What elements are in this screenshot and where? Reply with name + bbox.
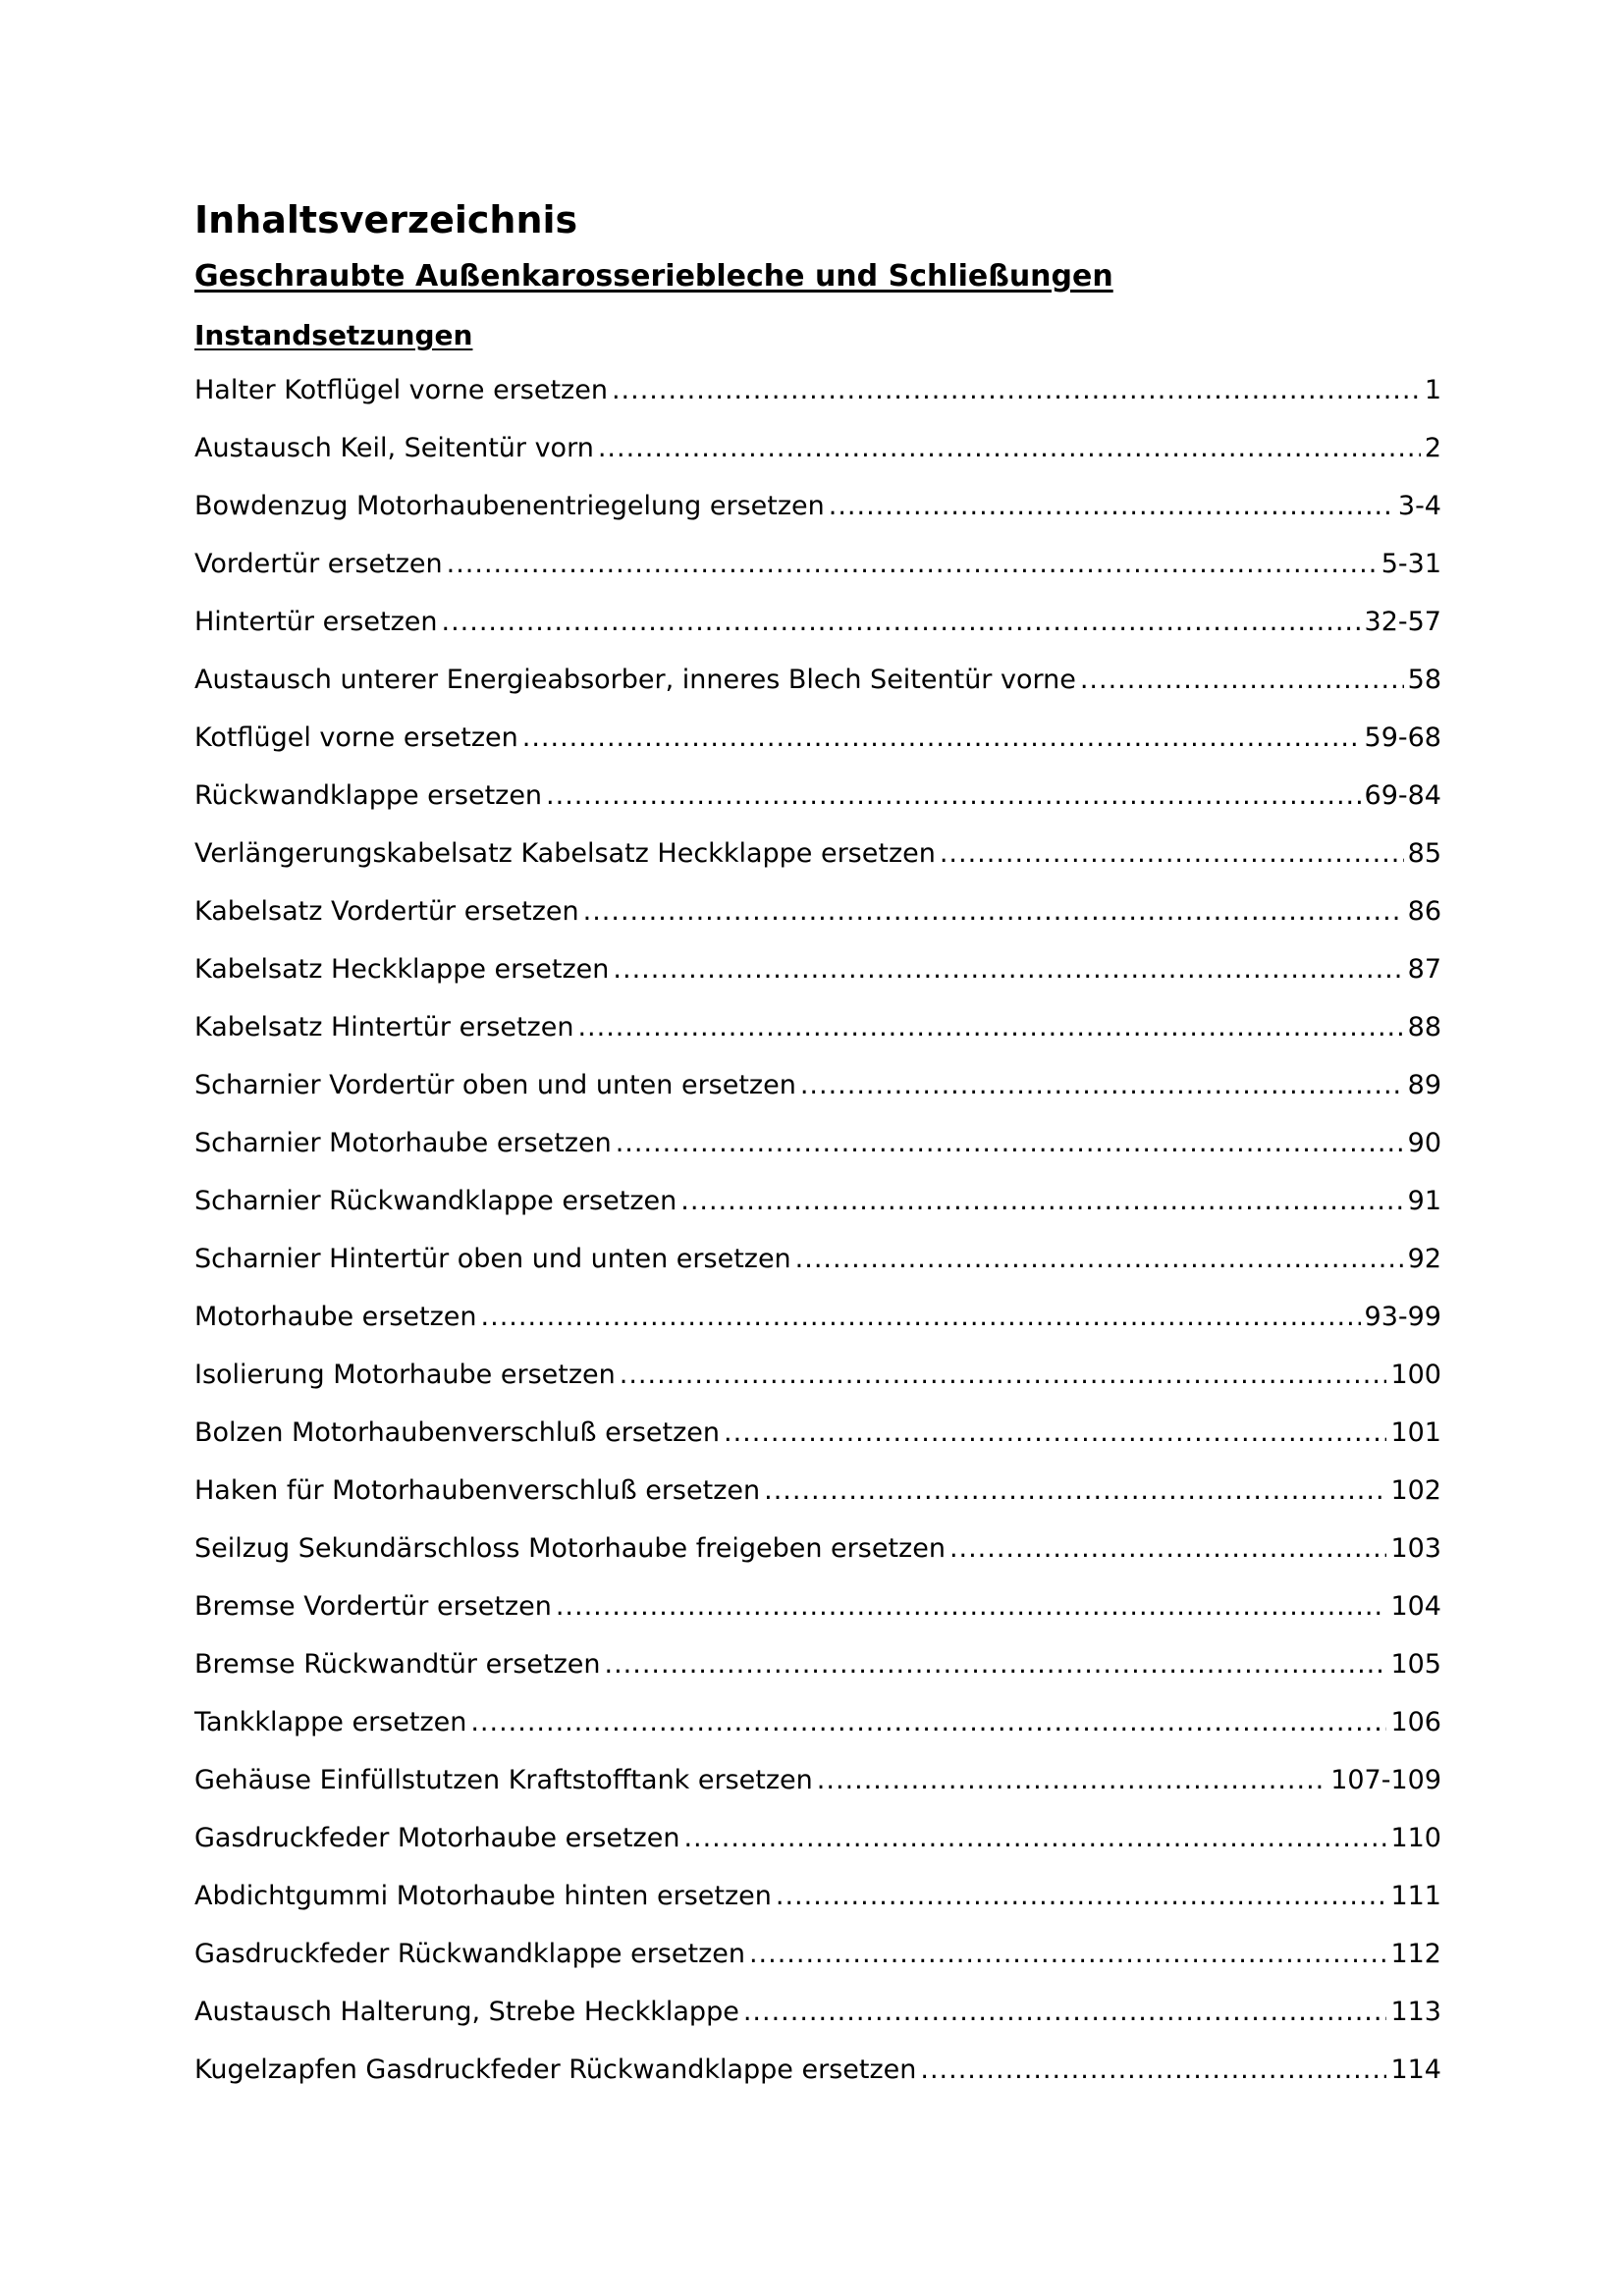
toc-entry-page: 87 (1407, 954, 1441, 985)
toc-entry-page: 111 (1390, 1881, 1441, 1911)
toc-entry-title: Scharnier Hintertür oben und unten ersetzen (194, 1244, 791, 1274)
toc-entry-page: 101 (1390, 1417, 1441, 1448)
toc-entry-page: 93-99 (1364, 1302, 1441, 1332)
toc-page (194, 192, 1441, 2105)
dot-leader (680, 1178, 1403, 1225)
toc-entry[interactable] (194, 1352, 1441, 1410)
toc-entry-page: 32-57 (1364, 607, 1441, 637)
toc-entry-title: Scharnier Rückwandklappe ersetzen (194, 1186, 677, 1216)
dot-leader (920, 2047, 1386, 2094)
toc-entry-title: Scharnier Vordertür oben und unten ersetzen (194, 1070, 796, 1100)
dot-leader (829, 483, 1394, 530)
dot-leader (776, 1873, 1387, 1920)
toc-entry-page: 102 (1390, 1475, 1441, 1506)
dot-leader (616, 1120, 1404, 1167)
toc-entry-title: Kabelsatz Heckklappe ersetzen (194, 954, 610, 985)
dot-leader (764, 1468, 1386, 1515)
toc-entry-title: Kabelsatz Hintertür ersetzen (194, 1012, 574, 1042)
toc-entry-title: Abdichtgummi Motorhaube hinten ersetzen (194, 1881, 772, 1911)
toc-entry-page: 107-109 (1330, 1765, 1441, 1795)
toc-entry[interactable] (194, 541, 1441, 599)
dot-leader (481, 1294, 1361, 1341)
toc-entry-title: Scharnier Motorhaube ersetzen (194, 1128, 612, 1158)
toc-entry-page: 89 (1407, 1070, 1441, 1100)
toc-entry[interactable] (194, 1989, 1441, 2047)
dot-leader (795, 1236, 1404, 1283)
toc-entry-title: Tankklappe ersetzen (194, 1707, 467, 1737)
toc-entry-title: Kabelsatz Vordertür ersetzen (194, 896, 579, 927)
toc-entry-title: Gasdruckfeder Rückwandklappe ersetzen (194, 1939, 745, 1969)
toc-entry-title: Motorhaube ersetzen (194, 1302, 477, 1332)
toc-entry-title: Vordertür ersetzen (194, 549, 443, 579)
toc-entry-title: Bremse Vordertür ersetzen (194, 1591, 552, 1622)
toc-entry[interactable] (194, 1236, 1441, 1294)
toc-entry[interactable] (194, 1583, 1441, 1641)
toc-entry-page: 103 (1390, 1533, 1441, 1564)
toc-entry-title: Halter Kotflügel vorne ersetzen (194, 375, 608, 405)
dot-leader (598, 425, 1421, 472)
toc-entry-page: 88 (1407, 1012, 1441, 1042)
toc-entry-title: Seilzug Sekundärschloss Motorhaube freigeben ersetzen (194, 1533, 946, 1564)
toc-entry[interactable] (194, 773, 1441, 830)
toc-entry[interactable] (194, 1873, 1441, 1931)
toc-entry-page: 90 (1407, 1128, 1441, 1158)
dot-leader (949, 1525, 1387, 1573)
toc-entry-title: Austausch Halterung, Strebe Heckklappe (194, 1997, 739, 2027)
dot-leader (522, 715, 1361, 762)
dot-leader (613, 946, 1403, 993)
dot-leader (577, 1004, 1403, 1051)
toc-entry-title: Gehäuse Einfüllstutzen Kraftstofftank ersetzen (194, 1765, 813, 1795)
dot-leader (583, 888, 1404, 935)
toc-entry-title: Verlängerungskabelsatz Kabelsatz Heckklappe ersetzen (194, 838, 936, 869)
dot-leader (556, 1583, 1387, 1630)
toc-entry[interactable] (194, 1641, 1441, 1699)
toc-entry-page: 86 (1407, 896, 1441, 927)
toc-entry-title: Haken für Motorhaubenverschluß ersetzen (194, 1475, 761, 1506)
toc-entry[interactable] (194, 1931, 1441, 1989)
dot-leader (447, 541, 1378, 588)
dot-leader (546, 773, 1360, 820)
toc-entry-title: Hintertür ersetzen (194, 607, 438, 637)
toc-entry[interactable] (194, 425, 1441, 483)
page-title: Inhaltsverzeichnis (194, 198, 578, 241)
toc-entry[interactable] (194, 657, 1441, 715)
toc-entry-page: 112 (1390, 1939, 1441, 1969)
dot-leader (441, 599, 1360, 646)
toc-entry[interactable] (194, 2047, 1441, 2105)
toc-entry[interactable] (194, 483, 1441, 541)
toc-entry[interactable] (194, 1815, 1441, 1873)
toc-entry[interactable] (194, 1178, 1441, 1236)
toc-entry[interactable] (194, 1468, 1441, 1525)
toc-entry-page: 100 (1390, 1360, 1441, 1390)
dot-leader (604, 1641, 1386, 1688)
dot-leader (800, 1062, 1404, 1109)
toc-entry-title: Bolzen Motorhaubenverschluß ersetzen (194, 1417, 720, 1448)
toc-entry-title: Austausch Keil, Seitentür vorn (194, 433, 594, 463)
toc-entry-page: 91 (1407, 1186, 1441, 1216)
dot-leader (620, 1352, 1387, 1399)
toc-entry-title: Isolierung Motorhaube ersetzen (194, 1360, 616, 1390)
toc-entry-title: Kugelzapfen Gasdruckfeder Rückwandklappe ersetzen (194, 2055, 917, 2085)
toc-list (194, 367, 1441, 2105)
dot-leader (683, 1815, 1386, 1862)
toc-entry-page: 59-68 (1364, 722, 1441, 753)
toc-entry-page: 3-4 (1397, 491, 1441, 521)
toc-entry[interactable] (194, 1062, 1441, 1120)
toc-entry[interactable] (194, 1120, 1441, 1178)
toc-entry[interactable] (194, 1410, 1441, 1468)
toc-entry[interactable] (194, 367, 1441, 425)
toc-entry-page: 114 (1390, 2055, 1441, 2085)
toc-entry-page: 110 (1390, 1823, 1441, 1853)
dot-leader (470, 1699, 1386, 1746)
toc-entry[interactable] (194, 946, 1441, 1004)
dot-leader (940, 830, 1404, 878)
dot-leader (724, 1410, 1386, 1457)
toc-entry-page: 92 (1407, 1244, 1441, 1274)
toc-entry[interactable] (194, 1525, 1441, 1583)
toc-entry-page: 2 (1424, 433, 1441, 463)
toc-entry-page: 5-31 (1380, 549, 1441, 579)
toc-entry-title: Rückwandklappe ersetzen (194, 780, 543, 811)
toc-entry[interactable] (194, 830, 1441, 888)
toc-entry-page: 106 (1390, 1707, 1441, 1737)
toc-entry-page: 69-84 (1364, 780, 1441, 811)
toc-entry-title: Bowdenzug Motorhaubenentriegelung ersetzen (194, 491, 825, 521)
toc-entry-page: 113 (1390, 1997, 1441, 2027)
toc-entry-title: Kotflügel vorne ersetzen (194, 722, 518, 753)
toc-entry-title: Gasdruckfeder Motorhaube ersetzen (194, 1823, 680, 1853)
dot-leader (749, 1931, 1386, 1978)
toc-entry[interactable] (194, 888, 1441, 946)
toc-entry-title: Austausch unterer Energieabsorber, inneres Blech Seitentür vorne (194, 665, 1076, 695)
toc-entry-title: Bremse Rückwandtür ersetzen (194, 1649, 601, 1680)
dot-leader (1080, 657, 1404, 704)
dot-leader (743, 1989, 1387, 2036)
toc-entry-page: 104 (1390, 1591, 1441, 1622)
toc-entry[interactable] (194, 715, 1441, 773)
toc-entry-page: 1 (1424, 375, 1441, 405)
toc-entry-page: 58 (1407, 665, 1441, 695)
toc-entry[interactable] (194, 1699, 1441, 1757)
toc-entry-page: 85 (1407, 838, 1441, 869)
dot-leader (817, 1757, 1326, 1804)
subsection-heading: Instandsetzungen (194, 319, 473, 351)
toc-entry[interactable] (194, 599, 1441, 657)
toc-entry[interactable] (194, 1004, 1441, 1062)
toc-entry-page: 105 (1390, 1649, 1441, 1680)
dot-leader (612, 367, 1421, 414)
section-heading: Geschraubte Außenkarosseriebleche und Schließungen (194, 259, 1113, 294)
toc-entry[interactable] (194, 1294, 1441, 1352)
toc-entry[interactable] (194, 1757, 1441, 1815)
